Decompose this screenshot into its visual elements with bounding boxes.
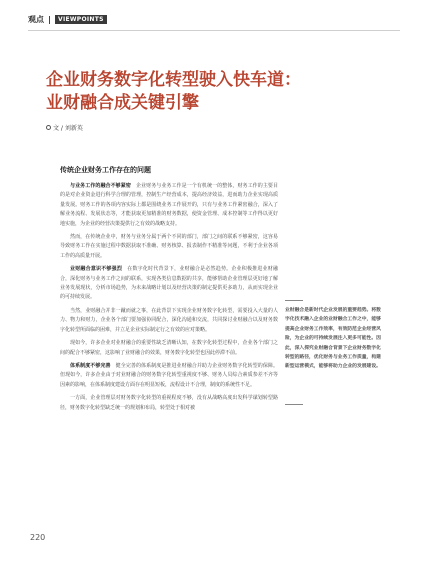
byline <box>46 123 83 132</box>
section-label: 观点 <box>28 15 44 24</box>
paragraph-lead: 与业务工作的融合不够紧密 <box>70 183 131 189</box>
paragraph: 体系制度不够完善 健全完善的体系制度是推进业财融合并助力企业财务数字化转型的保障。但现如今，许多企业由于对业财融合的财务数字化转型重视度不够、财务人员综合素质参差不齐等因素的影响，在体系制度建设方面存在明显短板，流程设计不合理，制度的系统性不足。 <box>60 362 278 388</box>
paragraph: 现如今，许多企业对业财融合的重要性缺乏清晰认知，在数字化转型过程中，企业各个部门之间的配合不够紧密，这影响了业财融合的效果，财务数字化转型也因此停滞不前。 <box>60 340 278 356</box>
sidebar-rule-top <box>285 300 303 301</box>
header-divider <box>49 16 50 24</box>
paragraph: 然而，在传统企业中，财务与业务分属于两个不同的部门，部门之间的联系不够紧密，这容易导致财务工作在实施过程中数据获取不准确、财务核算、报表制作不精准等问题，不利于企业各项工作的高质量开展。 <box>60 234 278 259</box>
section-subheading: 传统企业财务工作存在的问题 <box>60 166 151 174</box>
article-title-line-2: 业财融合成关键引擎 <box>46 93 199 113</box>
byline-circle-icon <box>46 125 51 130</box>
paragraph: 与业务工作的融合不够紧密 企业财务与业务工作是一个有机统一的整体，财务工作的主要目的是对企业资金进行科学合理的管理，控制生产经营成本，提高经济效益，进而助力企业实现高质量发展。财务工作的各项内容实际上都是围绕业务工作展开的，只有与业务工作紧密融合，深入了解业务流程、发展状态等，才能获取更加精准的财务数据，使资金管理、成本控制等工作得以更好地实施，为企业的经营决策提供行之有效的战略支持。 <box>60 183 278 227</box>
byline-text: 文 / 刘新英 <box>53 125 83 132</box>
page-number: 220 <box>30 533 46 542</box>
article-body <box>60 182 278 417</box>
section-header <box>28 14 107 25</box>
sidebar-pull-quote: 业财融合是新时代企业发展的重要趋势。将数字化技术融入企业的业财融合工作之中，能够提高企业财务工作效率，有效防范企业经营风险，为企业的可持续发展注入更多可能性。因此，深入探究业财融合背景下企业财务数字化转型的路径，优化财务与业务工作质量，构建新型运营模式，能够将助力企业的发展建设。 <box>285 308 381 370</box>
paragraph-lead: 业财融合意识不够强烈 <box>70 266 123 273</box>
paragraph: 当然，业财融合并非一蹴而就之事，在此背景下实现企业财务数字化转型，需要投入大量的人力、物力和财力，企业各个部门要加强协同配合，深化沟通和交流，共同探讨业财融合以及财务数字化转型所面临的困难，并立足企业实际制定行之有效的应对策略。 <box>60 307 278 333</box>
header-rule <box>28 30 400 31</box>
article-title-line-1: 企业财务数字化转型驶入快车道： <box>46 70 301 90</box>
paragraph: 一方面，企业管理层对财务数字化转型的重视程度不够，没有从战略高度出发科学谋划转型路径，财务数字化转型缺乏统一的规划和布局，转型处于相对被 <box>60 395 278 411</box>
section-label-en: VIEWPOINTS <box>55 15 107 24</box>
paragraph: 业财融合意识不够强烈 在数字化时代背景下，业财融合是必然趋势。企业积极推进业财融合，深化财务与业务工作之间的联系，实现各类信息数据的共享，能够帮助企业管理层更好地了解业务发展现状，分析市场趋势，为未来战略计划以及经营决策的制定提供更多助力，从而实现企业的可持续发展。 <box>60 266 278 301</box>
paragraph-lead: 体系制度不够完善 <box>70 362 111 369</box>
sidebar-rule-bottom <box>285 404 303 405</box>
